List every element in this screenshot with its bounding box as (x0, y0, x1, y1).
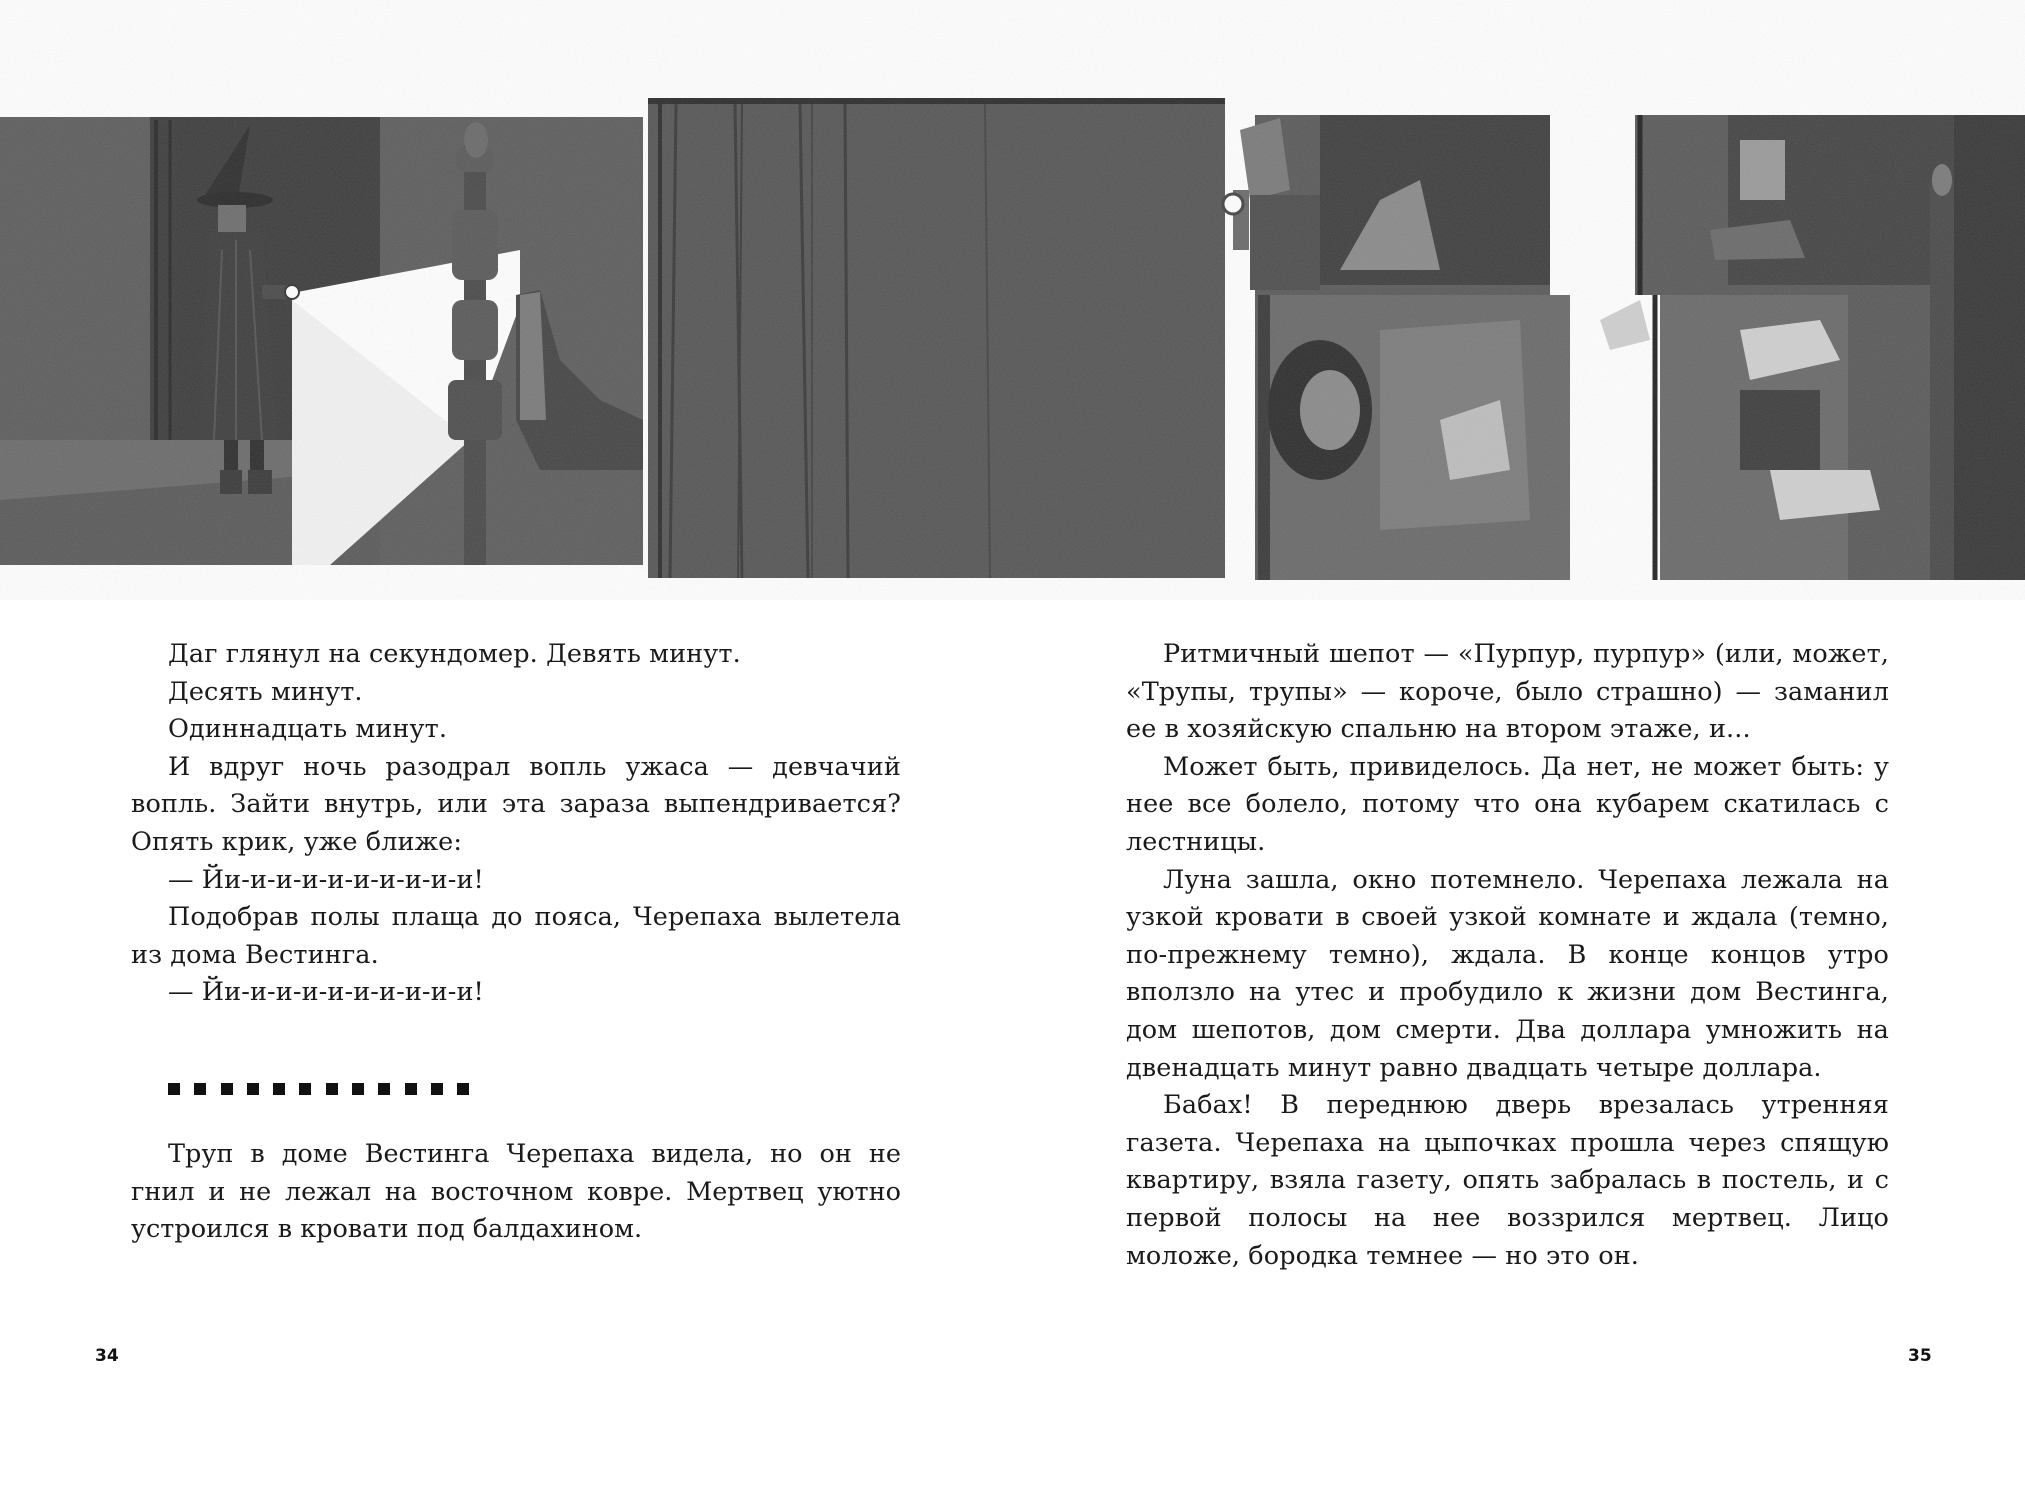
section-break-square (247, 1083, 259, 1095)
section-break-square (168, 1083, 180, 1095)
paragraph: Бабах! В переднюю дверь врезалась утренняя газета. Черепаха на цыпочках прошла через спящую квартиру, взяла газету, опять забралась в постель, и с первой полосы на нее воззрился мертвец. Лицо моложе, бородка темнее — но это он. (1126, 1090, 1889, 1271)
left-page-text-bottom (131, 1136, 901, 1249)
section-break-square (194, 1083, 206, 1095)
page-number-left: 34 (95, 1346, 119, 1366)
section-break-square (378, 1083, 390, 1095)
section-break-divider (168, 1083, 469, 1097)
panel-witch-flashlight (0, 117, 643, 565)
panel-girl-in-bed (1223, 115, 2025, 580)
paragraph: Ритмичный шепот — «Пурпур, пурпур» (или, может, «Трупы, трупы» — короче, было страшно) — заманил ее в хозяйскую спальню на втором этаже, и... (1126, 639, 1889, 745)
paragraph: И вдруг ночь разодрал вопль ужаса — девчачий вопль. Зайти внутрь, или эта зараза выпендривается? Опять крик, уже ближе: (131, 751, 901, 857)
section-break-square (352, 1083, 364, 1095)
paragraph: Одиннадцать минут. (168, 714, 448, 745)
panel-curtains (648, 98, 1225, 578)
section-break-square (431, 1083, 443, 1095)
left-page-text-top (131, 636, 901, 1012)
section-break-square (326, 1083, 338, 1095)
paragraph: Десять минут. (168, 676, 363, 707)
section-break-square (457, 1083, 469, 1095)
paragraph: Луна зашла, окно потемнело. Черепаха лежала на узкой кровати в своей узкой комнате и ждала (темно, по-прежнему темно), ждала. В конце концов утро вползло на утес и пробудило к жизни дом Вестинга, дом шепотов, дом смерти. Два доллара умножить на двенадцать минут равно двадцать четыре доллара. (1126, 864, 1889, 1083)
section-break-square (221, 1083, 233, 1095)
paragraph: Даг глянул на секундомер. Девять минут. (168, 639, 741, 669)
illustration-strip (0, 0, 2025, 600)
section-break-square (299, 1083, 311, 1095)
section-break-square (405, 1083, 417, 1095)
right-page-text (1126, 636, 1889, 1275)
paragraph: Труп в доме Вестинга Черепаха видела, но он не гнил и не лежал на восточном ковре. Мертвец уютно устроился в кровати под балдахином. (131, 1139, 901, 1245)
paragraph: Подобрав полы плаща до пояса, Черепаха вылетела из дома Вестинга. (131, 902, 901, 970)
section-break-square (273, 1083, 285, 1095)
page-number-right: 35 (1908, 1346, 1932, 1366)
paragraph: — Йи-и-и-и-и-и-и-и-и-и! (168, 864, 484, 895)
paragraph: — Йи-и-и-и-и-и-и-и-и-и! (168, 977, 484, 1008)
paragraph: Может быть, привиделось. Да нет, не может быть: у нее все болело, потому что она кубарем скатилась с лестницы. (1126, 751, 1889, 857)
